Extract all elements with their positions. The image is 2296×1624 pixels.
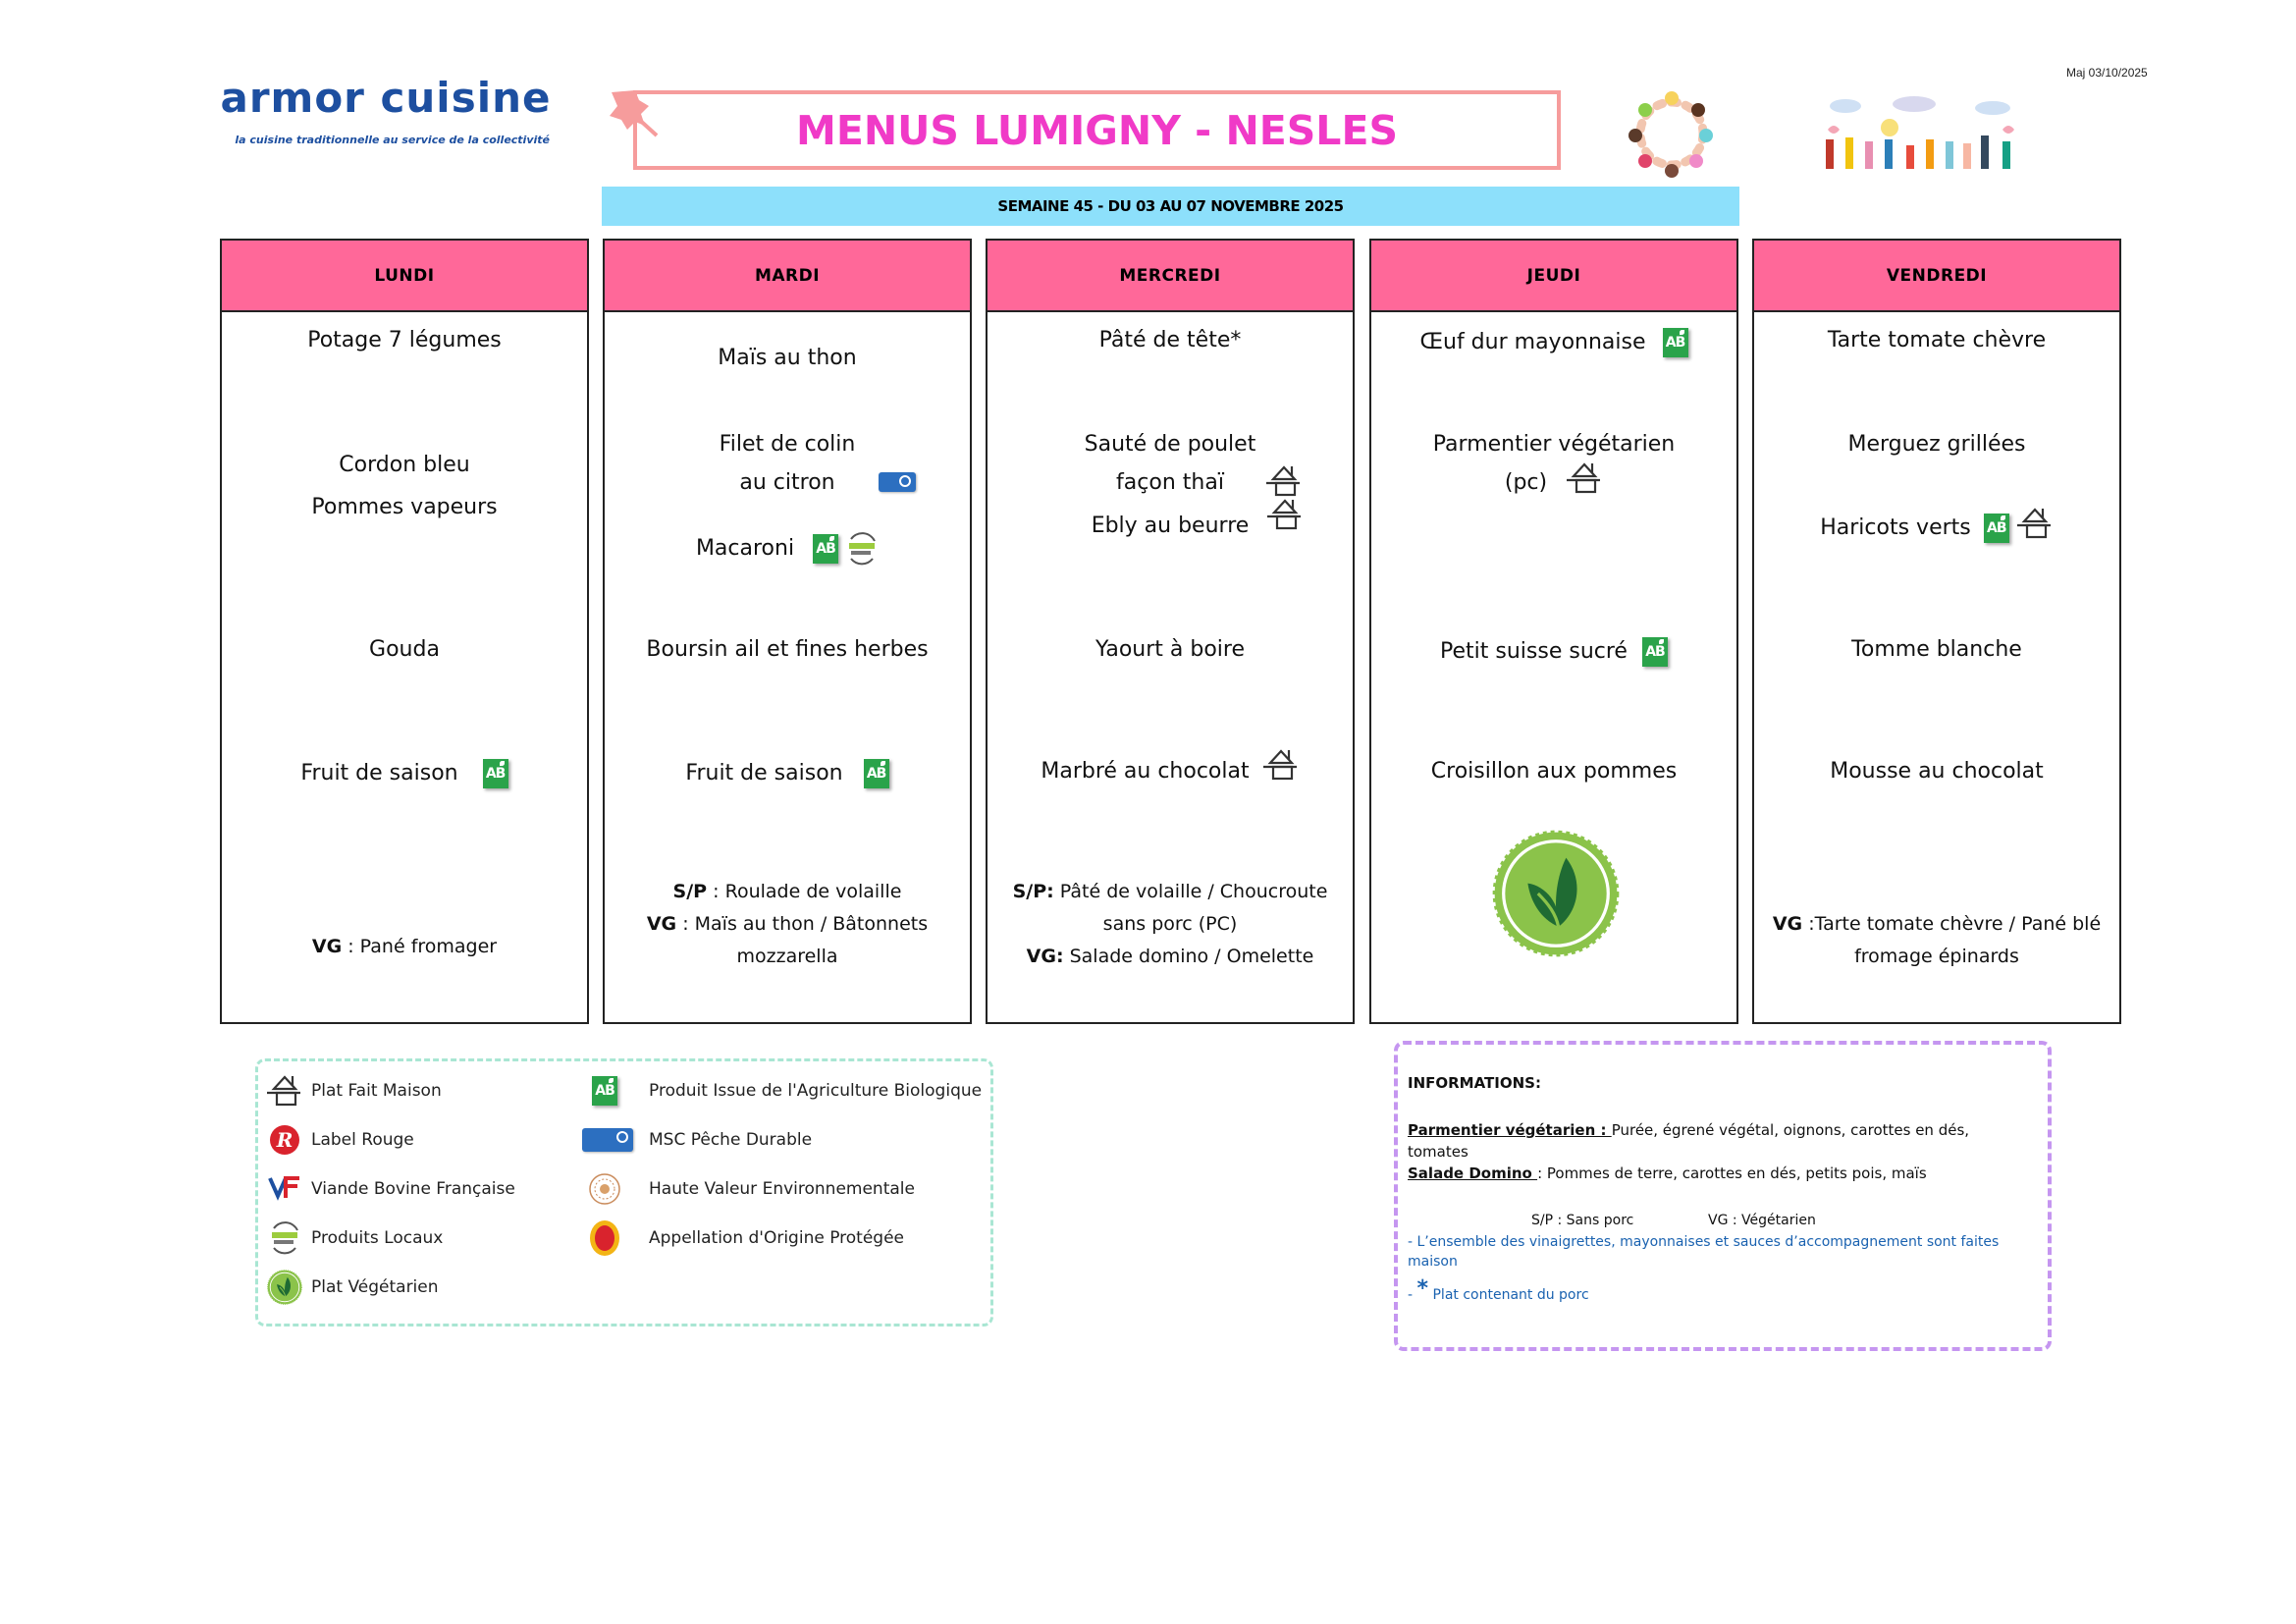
starter: Maïs au thon [718,346,857,370]
cheese [1371,637,1736,667]
cheese-label: Petit suisse sucré [1440,639,1628,664]
legend-label: Plat Végétarien [311,1277,439,1297]
info-note-pork-prefix: - [1408,1287,1414,1303]
dessert-label: Fruit de saison [300,761,458,785]
legend-label: Viande Bovine Française [311,1179,515,1199]
alternative-line [1754,908,2119,941]
house-icon [1265,464,1303,498]
local-products-icon [845,531,879,567]
dessert-label: Fruit de saison [685,761,843,785]
brand-name: armor cuisine [220,74,552,122]
brand-tagline: la cuisine traditionnelle au service de la collectivité [235,134,550,146]
alternative-line [605,908,970,941]
legend-label: Haute Valeur Environnementale [649,1179,915,1199]
cheese: Yaourt à boire [1095,637,1246,662]
main-dish-line2 [1371,470,1736,496]
info-domino [1408,1163,1927,1184]
alt-sep: : [342,936,360,957]
alt-tag: VG [1772,913,1803,935]
main-dish: Merguez grillées [1847,432,2026,457]
kids-drawing-illustration [1816,90,2032,175]
organic-ab-icon: AB [813,534,838,564]
update-date: Maj 03/10/2025 [2066,66,2148,80]
title-box [633,90,1561,170]
info-vg-definition: VG : Végétarien [1708,1213,1816,1228]
day-header: VENDREDI [1754,241,2119,312]
alternative-line [605,941,970,973]
info-note-pork-text: Plat contenant du porc [1432,1287,1589,1303]
organic-ab-icon: AB [1663,328,1688,357]
info-note-homemade-cont: maison [1408,1254,1458,1270]
main-dish: Parmentier végétarien [1432,432,1676,457]
alternative-line [222,931,587,963]
alt-text: Roulade de volaille [724,881,902,902]
label-rouge-icon [268,1123,301,1157]
info-parmentier-text2: tomates [1408,1143,1468,1161]
day-column-mercredi [986,239,1355,1024]
alt-tag: VG: [1026,946,1064,967]
day-header: MARDI [605,241,970,312]
info-parmentier [1408,1119,1969,1141]
cheese: Gouda [369,637,440,662]
vegetarian-badge-icon [1484,830,1628,957]
legend-item [262,1120,414,1160]
side-dish [605,531,970,567]
info-domino-label: Salade Domino [1408,1164,1538,1182]
alt-text: Maïs au thon / Bâtonnets [694,913,929,935]
alt-tag: S/P [672,881,708,902]
house-icon [266,1074,303,1108]
alternative-line [1754,941,2119,973]
alt-tag: VG [311,936,343,957]
legend-label: Appellation d'Origine Protégée [649,1228,905,1248]
alt-tag: S/P: [1012,881,1054,902]
info-sp-definition: S/P : Sans porc [1531,1213,1634,1228]
main-dish-line2 [605,470,970,496]
side-dish [1754,514,2119,543]
main-dish-line2-text: (pc) [1504,470,1548,495]
day-column-mardi [603,239,972,1024]
legend-item [582,1120,812,1160]
info-domino-text: : Pommes de terre, carottes en dés, petits pois, maïs [1537,1164,1927,1182]
info-note-pork [1408,1278,1589,1306]
day-column-lundi [220,239,589,1024]
alternative-line [988,941,1353,973]
house-icon [1566,461,1603,495]
legend-box [255,1058,993,1326]
main-dish-line2-text: façon thaï [1116,470,1224,495]
organic-ab-icon: AB [483,759,508,788]
alt-sep: : [1802,913,1815,935]
aop-icon [588,1218,621,1258]
side-dish [988,514,1353,539]
legend-item [262,1071,442,1110]
main-dish: Cordon bleu [339,453,470,477]
dessert: Croisillon aux pommes [1430,759,1678,784]
alt-text: Tarte tomate chèvre / Pané blé [1814,913,2102,935]
armor-cuisine-logo [214,74,558,155]
house-icon [2016,507,2054,540]
organic-ab-icon: AB [1984,514,2009,543]
organic-ab-icon: AB [1642,637,1668,667]
legend-item [262,1169,515,1209]
msc-icon [879,472,916,492]
legend-label: MSC Pêche Durable [649,1130,813,1150]
main-dish-line2-text: au citron [739,470,835,495]
day-column-jeudi [1369,239,1738,1024]
alternative-line [988,908,1353,941]
alt-sep: : [676,913,695,935]
starter: Tarte tomate chèvre [1827,328,2047,352]
asterisk-icon: * [1416,1276,1429,1301]
info-parmentier-text: Purée, égrené végétal, oignons, carottes en dés, [1611,1121,1970,1139]
legend-item [582,1218,904,1258]
main-dish: Filet de colin [719,432,856,457]
legend-label: Produits Locaux [311,1228,444,1248]
dessert-label: Marbré au chocolat [1041,759,1250,784]
main-dish-line2 [988,470,1353,496]
alt-text: Pané fromager [359,936,498,957]
day-column-vendredi [1752,239,2121,1024]
kids-circle-illustration [1618,86,1726,180]
alt-text: fromage épinards [1854,946,2019,967]
alt-sep: : [707,881,725,902]
starter: Potage 7 légumes [307,328,502,352]
week-banner [602,187,1739,226]
legend-item [262,1218,443,1258]
cheese: Boursin ail et fines herbes [646,637,929,662]
dessert: Mousse au chocolat [1830,759,2044,784]
legend-label: Label Rouge [311,1130,414,1150]
info-title: INFORMATIONS: [1408,1074,1541,1092]
dessert [988,759,1353,785]
local-products-icon [268,1220,301,1256]
vegetarian-icon [267,1270,302,1305]
starter: Pâté de tête* [1098,328,1242,352]
legend-item [582,1071,982,1110]
msc-icon [582,1128,633,1152]
house-icon [1262,748,1300,782]
svg-text:R: R [276,1128,294,1152]
alt-text: Salade domino / Omelette [1069,946,1314,967]
legend-item [582,1169,915,1209]
dessert [605,759,970,788]
side-dish-label: Macaroni [695,536,795,561]
day-header: MERCREDI [988,241,1353,312]
starter-label: Œuf dur mayonnaise [1419,330,1646,354]
house-icon [1266,498,1304,531]
organic-ab-icon: AB [592,1076,617,1106]
information-box [1394,1041,2052,1351]
info-parmentier-label: Parmentier végétarien : [1408,1121,1612,1139]
day-header: JEUDI [1371,241,1736,312]
side-dish: Pommes vapeurs [311,495,498,519]
legend-label: Plat Fait Maison [311,1081,442,1101]
cheese: Tomme blanche [1851,637,2022,662]
organic-ab-icon: AB [864,759,889,788]
info-note-homemade: - L’ensemble des vinaigrettes, mayonnaises et sauces d’accompagnement sont faites [1408,1234,2000,1250]
legend-label: Produit Issue de l'Agriculture Biologique [649,1081,983,1101]
alternative-line [605,876,970,908]
alt-tag: VG [646,913,677,935]
legend-item [262,1268,439,1307]
alt-text: sans porc (PC) [1102,913,1238,935]
main-dish: Sauté de poulet [1084,432,1256,457]
starter [1371,328,1736,357]
vbf-icon [268,1174,301,1204]
side-dish-label: Ebly au beurre [1091,514,1250,538]
page-title: MENUS LUMIGNY - NESLES [796,106,1398,154]
week-label: SEMAINE 45 - DU 03 AU 07 NOVEMBRE 2025 [997,197,1344,215]
alternative-line [988,876,1353,908]
side-dish-label: Haricots verts [1820,515,1971,540]
alt-text: Pâté de volaille / Choucroute [1059,881,1328,902]
alt-text: mozzarella [736,946,838,967]
dessert [222,759,587,788]
day-header: LUNDI [222,241,587,312]
hve-icon [588,1172,621,1206]
